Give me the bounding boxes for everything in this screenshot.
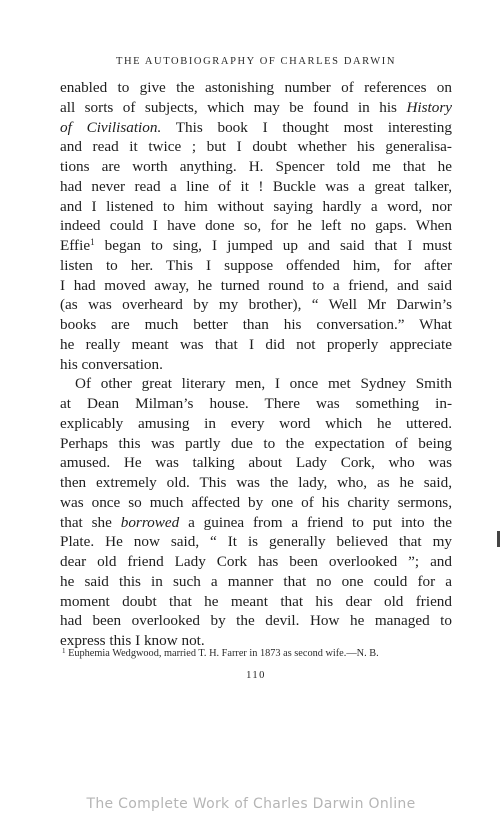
text-line: he really meant was that I did not properly appreciate — [60, 335, 452, 353]
body-text — [60, 78, 452, 651]
text-line: and I listened to him without saying hardly a word, nor — [60, 197, 452, 215]
text-line: Plate. He now said, “ It is generally believed that my — [60, 533, 452, 551]
book-title-italic: of Civilisation. — [60, 118, 162, 136]
text-line: and read it twice ; but I doubt whether his generalisa- — [60, 138, 452, 156]
text-line: his conversation. — [60, 355, 163, 373]
text-line: tions are worth anything. H. Spencer told me that he — [60, 158, 452, 175]
text-line: enabled to give the astonishing number of references on — [60, 79, 452, 96]
text-line: moment doubt that he meant that his dear old friend — [60, 592, 452, 610]
text-line: then extremely old. This was the lady, who, as he said, — [60, 474, 452, 491]
footnote-marker: 1 — [62, 647, 66, 655]
footnote-text: Euphemia Wedgwood, married T. H. Farrer in 1873 as second wife.—N. B. — [65, 648, 379, 659]
text-line: listen to her. This I suppose offended him, for after — [60, 256, 452, 274]
footnote — [60, 647, 454, 661]
book-title-italic: History — [406, 98, 452, 116]
text-line: books are much better than his conversation.” What — [60, 316, 452, 333]
text-line: all sorts of subjects, which may be found in his History — [60, 98, 452, 116]
text-line: had been overlooked by the devil. How he managed to — [60, 612, 452, 630]
text-line: (as was overheard by my brother), “ Well Mr Darwin’s — [60, 296, 452, 314]
text-line: of Civilisation. This book I thought most interesting — [60, 118, 452, 136]
footnote-marker: 1 — [90, 237, 95, 247]
page-number: 110 — [246, 670, 266, 681]
text-line: express this I know not. — [60, 632, 205, 649]
text-line: Effie$^1$ began to sing, I jumped up and said that I must — [60, 237, 452, 254]
text-line: was once so much affected by one of his charity sermons, — [60, 493, 452, 511]
text-line: had never read a line of it ! Buckle was a great talker, — [60, 177, 452, 195]
text-line: that she borrowed a guinea from a friend to put into the — [60, 513, 452, 531]
emphasis-italic: borrowed — [120, 513, 180, 531]
scan-edge-mark — [497, 531, 500, 547]
text-line: explicably amusing in every word which he uttered. — [60, 414, 452, 432]
text-line: at Dean Milman’s house. There was something in- — [60, 395, 452, 412]
text-line: indeed could I have done so, for he left no gaps. When — [60, 217, 452, 235]
text-line: Perhaps this was partly due to the expectation of being — [60, 434, 452, 452]
text-line: dear old friend Lady Cork has been overlooked ”; and — [60, 553, 452, 570]
paragraph-start-line: Of other great literary men, I once met Sydney Smith — [75, 375, 452, 393]
text-line: I had moved away, he turned round to a friend, and said — [60, 276, 452, 294]
watermark: The Complete Work of Charles Darwin Online — [86, 796, 416, 812]
running-head: THE AUTOBIOGRAPHY OF CHARLES DARWIN — [115, 56, 396, 67]
text-line: amused. He was talking about Lady Cork, who was — [60, 454, 452, 472]
text-line: he said this in such a manner that no one could for a — [60, 572, 452, 590]
